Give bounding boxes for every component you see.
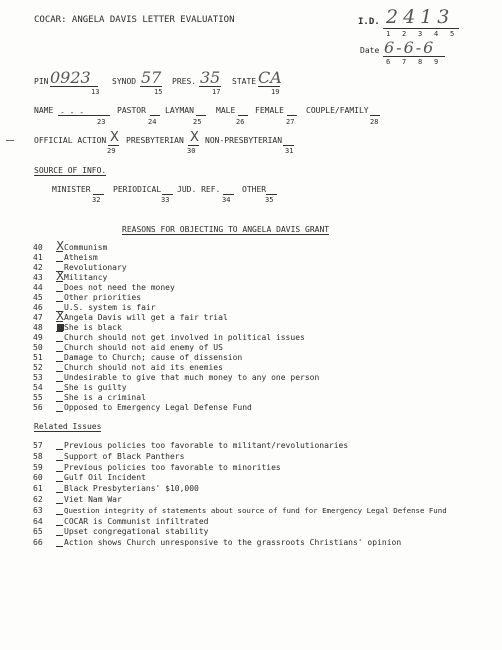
official-action-column-number: 29 [107,147,116,155]
id-digit-number: 3 [418,30,423,38]
reason-x-mark: X [56,309,65,323]
couple-family-blank [370,115,380,116]
synod-label: SYNOD [112,77,137,86]
pastor-blank [150,115,160,116]
related-issue-blank [56,514,63,515]
reason-text: Communism [64,243,108,252]
reason-number: 50 [33,343,43,352]
pin-label: PIN [34,77,49,86]
reason-number: 42 [33,263,43,272]
pin-underline [50,86,98,87]
male-column-number: 26 [236,118,245,126]
related-issue-text: Black Presbyterians' $10,000 [64,484,199,493]
related-issue-blank [56,503,63,504]
id-digit-number: 5 [450,30,455,38]
reason-text: Does not need the money [64,283,175,292]
id-digit-number: 2 [402,30,407,38]
official-action-blank [108,145,119,146]
jud-ref-column-number: 34 [222,196,231,204]
reason-number: 52 [33,363,43,372]
pastor-column-number: 24 [148,118,157,126]
jud-ref-label: JUD. REF. [177,185,221,194]
reason-number: 54 [33,383,43,392]
related-issue-text: Previous policies too favorable to minorities [64,463,281,472]
related-issue-blank [56,449,63,450]
reason-filled-mark [57,324,64,331]
related-issue-text: Support of Black Panthers [64,452,185,461]
related-issue-text: COCAR is Communist infiltrated [64,517,209,526]
name-underline [58,115,110,116]
reason-number: 49 [33,333,43,342]
source-heading: SOURCE OF INFO. [34,166,107,175]
reason-text: Undesirable to give that much money to any one person [64,373,320,382]
related-issue-number: 57 [33,441,43,450]
reason-blank [56,381,63,382]
id-digit-number: 1 [386,30,391,38]
reason-text: Atheism [64,253,98,262]
non-presbyterian-column-number: 31 [285,147,294,155]
layman-label: LAYMAN [165,106,194,115]
related-issue-text: Upset congregational stability [64,527,209,536]
minister-blank [93,194,104,195]
related-issue-text: Action shows Church unresponsive to the grassroots Christians' opinion [64,538,402,547]
official-action-label: OFFICIAL ACTION [34,136,107,145]
minister-label: MINISTER [52,185,91,194]
jud-ref-blank [223,194,234,195]
pin-value: 0923 [50,68,91,87]
id-digit-number: 4 [434,30,439,38]
reason-number: 46 [33,303,43,312]
periodical-column-number: 33 [161,196,170,204]
related-issue-blank [56,492,63,493]
pastor-label: PASTOR [117,106,146,115]
date-digit-number: 9 [434,58,439,66]
name-label: NAME [34,106,54,115]
state-column-number: 19 [271,88,280,96]
reason-text: U.S. system is fair [64,303,156,312]
periodical-blank [162,194,173,195]
reason-blank [56,341,63,342]
reason-text: Angela Davis will get a fair trial [64,313,228,322]
related-issue-text: Previous policies too favorable to militant/revolutionaries [64,441,349,450]
male-label: MALE [216,106,236,115]
related-issue-blank [56,460,63,461]
margin-dash [6,140,14,141]
related-issue-blank [56,546,63,547]
reason-x-mark: X [56,269,65,283]
reason-text: Church should not aid its enemies [64,363,223,372]
presbyterian-label: PRESBYTERIAN [126,136,184,145]
name-column-number: 23 [97,118,106,126]
related-issue-blank [56,535,63,536]
reason-blank [56,351,63,352]
layman-blank [196,115,206,116]
related-issue-number: 64 [33,517,43,526]
related-issue-number: 65 [33,527,43,536]
form-title: COCAR: ANGELA DAVIS LETTER EVALUATION [34,15,235,25]
date-value: 6-6-6 [384,38,436,57]
reason-text: She is guilty [64,383,127,392]
reason-text: Militancy [64,273,108,282]
related-issue-text: Gulf Oil Incident [64,473,146,482]
reason-number: 51 [33,353,43,362]
reason-text: Other priorities [64,293,142,302]
date-digit-number: 7 [402,58,407,66]
state-label: STATE [232,77,257,86]
non-presbyterian-blank [283,145,294,146]
related-issue-number: 62 [33,495,43,504]
related-heading: Related Issues [34,422,102,431]
other-column-number: 35 [265,196,274,204]
reason-number: 55 [33,393,43,402]
reason-blank [56,331,63,332]
related-issue-number: 59 [33,463,43,472]
couple-family-label: COUPLE/FAMILY [306,106,369,115]
non-presbyterian-label: NON-PRESBYTERIAN [205,136,283,145]
female-label: FEMALE [255,106,284,115]
pres-label: PRES. [172,77,197,86]
state-underline [258,86,280,87]
presbyterian-x-mark: X [190,130,199,145]
date-label: Date [360,46,380,55]
presbyterian-column-number: 30 [187,147,196,155]
state-value: CA [258,68,282,87]
pin-column-number: 13 [91,88,100,96]
other-blank [266,194,277,195]
related-issue-number: 61 [33,484,43,493]
related-issue-number: 66 [33,538,43,547]
reason-text: Damage to Church; cause of dissension [64,353,243,362]
reason-blank [56,301,63,302]
reason-number: 56 [33,403,43,412]
pres-column-number: 17 [212,88,221,96]
reasons-heading: REASONS FOR OBJECTING TO ANGELA DAVIS GRANT [122,225,330,234]
id-label: I.D. [358,17,380,27]
related-issue-blank [56,471,63,472]
couple-family-column-number: 28 [370,118,379,126]
official-action-x-mark: X [110,130,119,145]
female-column-number: 27 [286,118,295,126]
female-blank [287,115,297,116]
reason-text: Church should not get involved in political issues [64,333,305,342]
date-digit-number: 6 [386,58,391,66]
reason-text: Church should not aid enemy of US [64,343,223,352]
name-value: - - - [60,108,85,117]
reason-blank [56,391,63,392]
reason-number: 40 [33,243,43,252]
reason-blank [56,291,63,292]
id-value: 2413 [386,6,455,28]
reason-blank [56,411,63,412]
related-issue-number: 63 [33,506,43,515]
related-issue-blank [56,481,63,482]
reason-text: Opposed to Emergency Legal Defense Fund [64,403,252,412]
related-issue-blank [56,525,63,526]
reason-text: She is black [64,323,122,332]
synod-underline [140,86,162,87]
layman-column-number: 25 [193,118,202,126]
presbyterian-blank [188,145,199,146]
related-issue-text: Question integrity of statements about source of fund for Emergency Legal Defense Fund [64,506,447,515]
reason-number: 48 [33,323,43,332]
date-digit-number: 8 [418,58,423,66]
periodical-label: PERIODICAL [113,185,162,194]
pres-value: 35 [200,68,221,87]
related-issue-number: 58 [33,452,43,461]
reason-text: Revolutionary [64,263,127,272]
synod-value: 57 [141,68,162,87]
related-issue-number: 60 [33,473,43,482]
reason-number: 53 [33,373,43,382]
reason-blank [56,371,63,372]
reason-number: 43 [33,273,43,282]
minister-column-number: 32 [92,196,101,204]
reason-blank [56,261,63,262]
id-underline [383,28,459,29]
reason-blank [56,361,63,362]
pres-underline [199,86,221,87]
reason-number: 45 [33,293,43,302]
related-issue-text: Viet Nam War [64,495,122,504]
reason-number: 41 [33,253,43,262]
male-blank [238,115,248,116]
reason-number: 44 [33,283,43,292]
reason-text: She is a criminal [64,393,146,402]
date-underline [383,56,445,57]
reason-x-mark: X [56,239,65,253]
reason-blank [56,401,63,402]
synod-column-number: 15 [154,88,163,96]
reason-number: 47 [33,313,43,322]
other-label: OTHER [242,185,267,194]
